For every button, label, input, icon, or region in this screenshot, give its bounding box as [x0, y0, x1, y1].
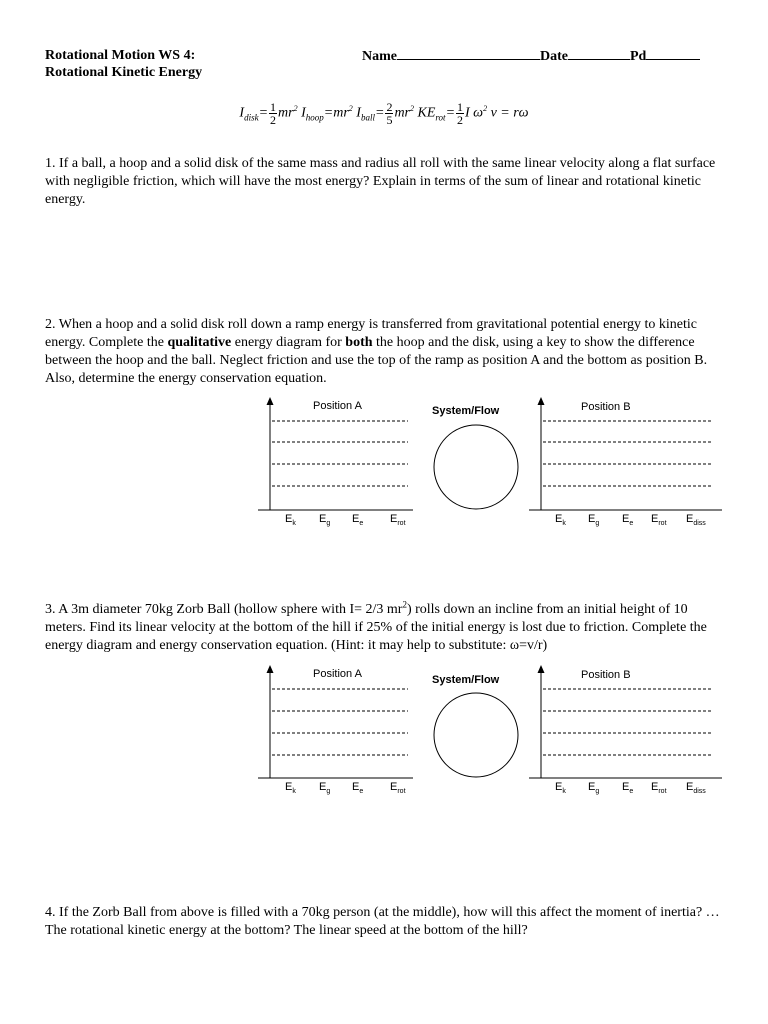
- question-1: 1. If a ball, a hoop and a solid disk of the same mass and radius all roll with the same linear velocity along a flat surface with negligible friction, which will have the most energy? Explain in terms of the sum of linear and rotational kinetic energy.: [45, 156, 716, 207]
- energy-label-ediss-b: $E_{diss}$: [686, 513, 706, 528]
- position-b-label: Position B: [581, 669, 631, 681]
- system-flow-label: System/Flow: [432, 674, 500, 686]
- energy-label-eg: $E_g$: [319, 781, 331, 796]
- energy-label-ek: $E_k$: [285, 513, 296, 528]
- title-line-1: Rotational Motion WS 4:: [45, 48, 196, 63]
- question-4: 4. If the Zorb Ball from above is filled with a 70kg person (at the middle), how will this affect the moment of inertia? …The rotational kinetic energy at the bottom? The linear speed at the bottom of the hill?: [45, 905, 720, 938]
- position-b-label: Position B: [581, 401, 631, 413]
- date-label: Date: [540, 49, 568, 64]
- fraction-one-half: $\frac{1}{2}$: [270, 99, 277, 127]
- question-3: 3. A 3m diameter 70kg Zorb Ball (hollow sphere with I= 2/3 $mr^2$) rolls down an incline from an initial height of 10 meters. Find its linear velocity at the bottom of the hill if 25% of the initial energy is lost due to friction. Complete the energy diagram and energy conservation equation. (Hint: it may help to substitute: ω=v/r): [45, 599, 707, 653]
- energy-label-ee-b: $E_e$: [622, 513, 634, 528]
- energy-label-erot: $E_{rot}$: [390, 513, 406, 528]
- energy-label-erot-b: $E_{rot}$: [651, 781, 667, 796]
- energy-label-ee-b: $E_e$: [622, 781, 634, 796]
- fraction-two-fifths: $\frac{2}{5}$: [386, 99, 393, 127]
- energy-label-erot: $E_{rot}$: [390, 781, 406, 796]
- pd-label: Pd: [630, 49, 647, 64]
- energy-label-ediss-b: $E_{diss}$: [686, 781, 706, 796]
- energy-label-ee: $E_e$: [352, 513, 364, 528]
- fraction-one-half-2: $\frac{1}{2}$: [457, 99, 464, 127]
- date-blank[interactable]: [568, 47, 630, 60]
- energy-label-eg-b: $E_g$: [588, 513, 600, 528]
- position-a-label: Position A: [313, 668, 362, 680]
- energy-label-erot-b: $E_{rot}$: [651, 513, 667, 528]
- name-blank[interactable]: [397, 47, 540, 60]
- energy-diagram-2: [258, 664, 728, 804]
- name-label: Name: [362, 49, 397, 64]
- energy-label-ek-b: $E_k$: [555, 781, 566, 796]
- energy-label-ee: $E_e$: [352, 781, 364, 796]
- energy-label-ek: $E_k$: [285, 781, 296, 796]
- position-a-label: Position A: [313, 400, 362, 412]
- header-fields: [362, 47, 700, 65]
- energy-label-eg: $E_g$: [319, 513, 331, 528]
- formula-line: $I_{disk}=$ $\frac{1}{2}$ $mr^2$ $I_{hoop}=mr^2$ $I_{ball}=$ $\frac{2}{5}$ $mr^2$ $KE_{rot}=$ $\frac{1}{2}$ I $\omega^2$ v = rω: [239, 99, 529, 127]
- worksheet-title: [45, 47, 202, 81]
- energy-label-eg-b: $E_g$: [588, 781, 600, 796]
- system-flow-label: System/Flow: [432, 405, 500, 417]
- energy-diagram-1: [258, 396, 728, 536]
- title-line-2: Rotational Kinetic Energy: [45, 65, 203, 80]
- question-2: 2. When a hoop and a solid disk roll down a ramp energy is transferred from gravitational potential energy to kinetic energy. Complete the qualitative energy diagram for both the hoop and the disk, using a key to show the difference between the hoop and the ball. Neglect friction and use the top of the ramp as position A and the bottom as position B. Also, determine the energy conservation equation.: [45, 317, 708, 386]
- pd-blank[interactable]: [646, 47, 700, 60]
- energy-label-ek-b: $E_k$: [555, 513, 566, 528]
